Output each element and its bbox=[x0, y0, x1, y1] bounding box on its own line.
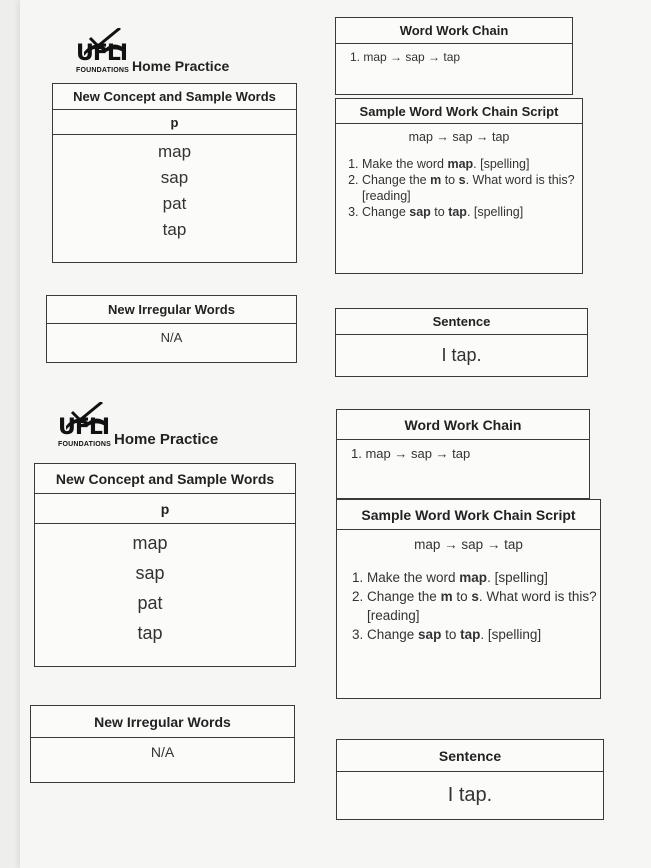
word-work-chain-box bbox=[336, 409, 590, 499]
word-work-chain-header: Word Work Chain bbox=[337, 410, 589, 440]
script-step: 3. Change sap to tap. [spelling] bbox=[362, 204, 582, 220]
script-header: Sample Word Work Chain Script bbox=[337, 500, 600, 530]
logo-subtitle: FOUNDATIONS bbox=[58, 441, 112, 448]
sample-word: sap bbox=[135, 563, 165, 583]
script-header: Sample Word Work Chain Script bbox=[336, 99, 582, 124]
script-box bbox=[336, 499, 601, 699]
logo-mark bbox=[76, 28, 130, 74]
new-concept-box bbox=[52, 83, 297, 263]
script-steps bbox=[336, 156, 582, 220]
script-sequence: map → sap → tap bbox=[408, 130, 510, 144]
script-sequence: map → sap → tap bbox=[414, 537, 523, 552]
sample-word: map bbox=[132, 533, 168, 553]
irregular-words-box bbox=[46, 295, 297, 363]
word-work-chain-box bbox=[335, 17, 573, 95]
home-practice-title: Home Practice bbox=[114, 431, 219, 448]
home-practice-title: Home Practice bbox=[132, 58, 230, 74]
sentence-text: I tap. bbox=[441, 344, 482, 365]
concept-pattern: p bbox=[53, 110, 296, 135]
sentence-header: Sentence bbox=[336, 309, 587, 335]
script-step: 1. Make the word map. [spelling] bbox=[362, 156, 582, 172]
irregular-words-box bbox=[30, 705, 295, 783]
script-body bbox=[337, 537, 600, 644]
script-step: 2. Change the m to s. What word is this? [reading] bbox=[362, 172, 582, 204]
sample-word: tap bbox=[137, 623, 163, 643]
logo-word: UFLI bbox=[58, 415, 110, 440]
sentence-box bbox=[336, 739, 604, 820]
sentence-text: I tap. bbox=[447, 783, 493, 806]
script-step: 2. Change the m to s. What word is this? [reading] bbox=[367, 587, 600, 625]
sample-words-list bbox=[35, 524, 295, 648]
irregular-words-header: New Irregular Words bbox=[31, 706, 294, 738]
sample-word: map bbox=[157, 142, 192, 161]
sample-word: sap bbox=[160, 168, 189, 187]
concept-pattern: p bbox=[35, 494, 295, 524]
new-concept-box bbox=[34, 463, 296, 667]
word-work-chain-header: Word Work Chain bbox=[336, 18, 572, 44]
ufli-logo bbox=[76, 28, 229, 74]
script-step: 3. Change sap to tap. [spelling] bbox=[367, 625, 600, 644]
sentence-box bbox=[335, 308, 588, 377]
sample-word: pat bbox=[137, 593, 163, 613]
irregular-words-value: N/A bbox=[160, 330, 183, 345]
logo-word: UFLI bbox=[76, 41, 128, 66]
ufli-logo bbox=[58, 402, 218, 448]
sample-word: pat bbox=[162, 194, 187, 213]
irregular-words-header: New Irregular Words bbox=[47, 296, 296, 324]
irregular-words-value: N/A bbox=[150, 744, 175, 760]
new-concept-header: New Concept and Sample Words bbox=[53, 84, 296, 110]
logo-subtitle: FOUNDATIONS bbox=[76, 67, 130, 74]
word-work-chain-line: 1. map → sap → tap bbox=[351, 446, 471, 461]
script-box bbox=[335, 98, 583, 274]
logo-mark bbox=[58, 402, 112, 448]
script-steps bbox=[337, 568, 600, 644]
sentence-header: Sentence bbox=[337, 740, 603, 772]
script-step: 1. Make the word map. [spelling] bbox=[367, 568, 600, 587]
new-concept-header: New Concept and Sample Words bbox=[35, 464, 295, 494]
word-work-chain-line: 1. map → sap → tap bbox=[350, 50, 461, 64]
sample-word: tap bbox=[162, 220, 187, 239]
sample-words-list bbox=[53, 135, 296, 243]
script-body bbox=[336, 130, 582, 220]
